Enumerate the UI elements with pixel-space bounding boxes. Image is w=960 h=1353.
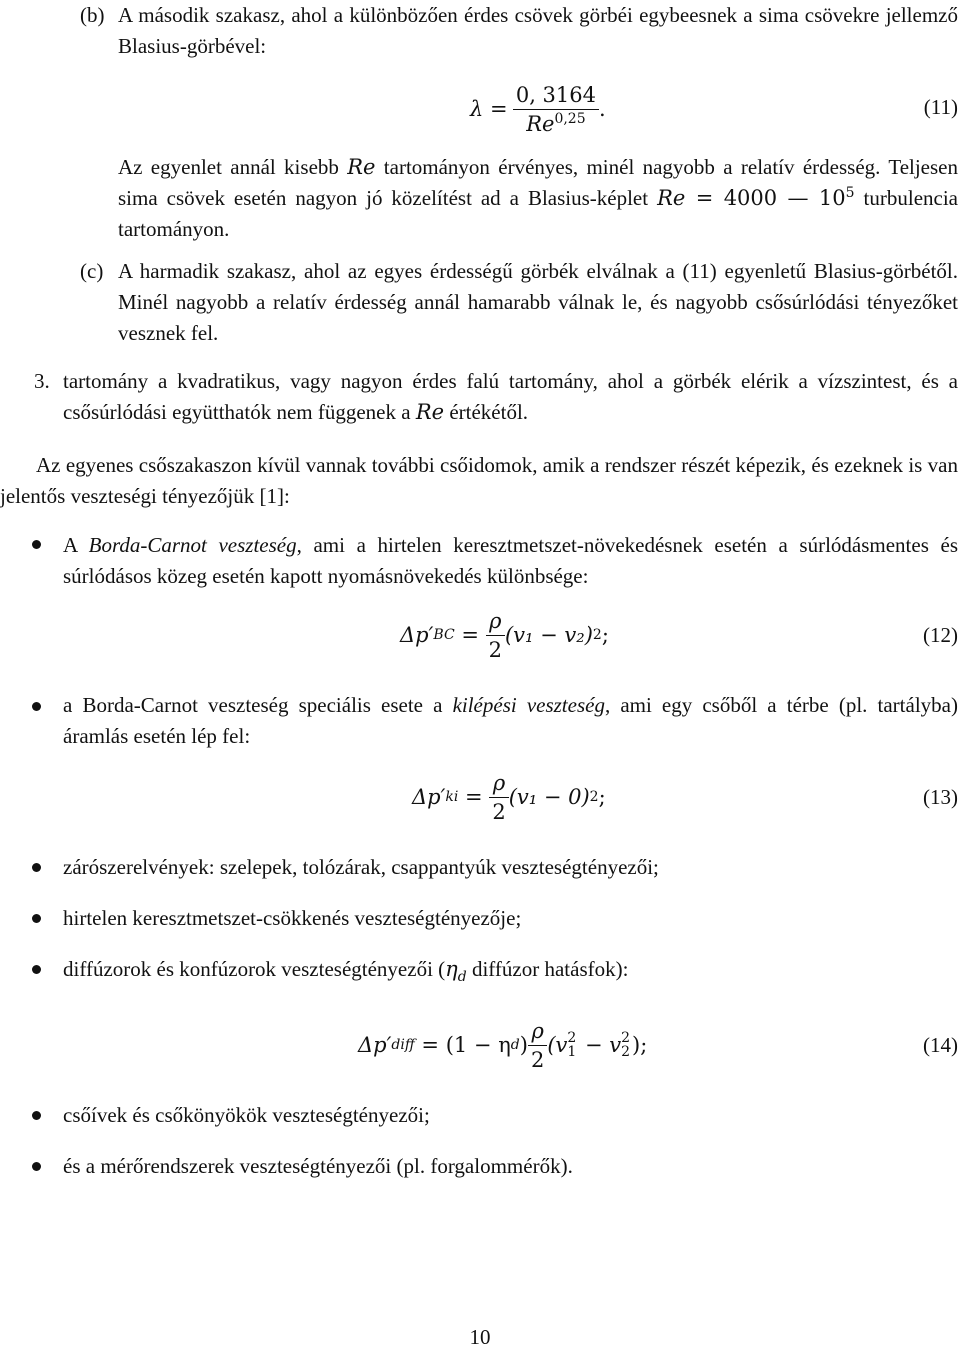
item-b-text: A második szakasz, ahol a különbözően érdes csövek görbéi egybeesnek a sima csövekre jellemző Blasius-görbével: bbox=[118, 3, 958, 58]
intro-paragraph: Az egyenes csőszakaszon kívül vannak további csőidomok, amik a rendszer részét képezik, és ezeknek is van jelentős veszteségi tényezőjük [1]: bbox=[0, 453, 958, 508]
bullet-icon bbox=[32, 863, 41, 872]
item-c-label: (c) bbox=[80, 259, 104, 283]
bullet-bends: csőívek és csőkönyökök veszteségtényezői; bbox=[63, 1103, 430, 1127]
equation-14: Δp′ diff = (1 − η d ) $\frac{\rho}{2}$ (v 2 1 − v 2 2 ); bbox=[358, 1018, 648, 1072]
paragraph-blasius-validity: Az egyenlet annál kisebb Re tartományon érvényes, minél nagyobb a relatív érdesség. Teljesen sima csövek esetén nagyon jó közelítést ad a Blasius-képlet Re = 4000 — $10^5$ turbulencia tartományon. bbox=[118, 155, 958, 241]
item-3-label: 3. bbox=[34, 369, 50, 393]
equation-number-13: (13) bbox=[923, 785, 958, 809]
bullet-icon bbox=[32, 965, 41, 974]
bullet-diffusers: diffúzorok és konfúzorok veszteségtényezői ($\eta_d$ diffúzor hatásfok): bbox=[63, 957, 629, 986]
equation-12: Δp′ BC = $\frac{\rho}{2}$ (v₁ − v₂) 2 ; bbox=[400, 608, 609, 662]
bullet-icon bbox=[32, 1111, 41, 1120]
equation-13: Δp′ ki = $\frac{\rho}{2}$ (v₁ − 0) 2 ; bbox=[412, 770, 606, 824]
bullet-icon bbox=[32, 1162, 41, 1171]
bullet-meters: és a mérőrendszerek veszteségtényezői (pl. forgalommérők). bbox=[63, 1154, 573, 1178]
bullet-valves: zárószerelvények: szelepek, tolózárak, csappantyúk veszteségtényezői; bbox=[63, 855, 659, 879]
item-c-text: A harmadik szakasz, ahol az egyes érdességű görbék elválnak a (11) egyenletű Blasius-görbétől. Minél nagyobb a relatív érdesség annál hamarabb válnak le, és nagyobb csősúrlódási tényezőket vesznek fel. bbox=[118, 259, 958, 345]
bullet-contraction: hirtelen keresztmetszet-csökkenés veszteségtényezője; bbox=[63, 906, 522, 930]
bullet-icon bbox=[32, 702, 41, 711]
bullet-borda-carnot: A Borda-Carnot veszteség, ami a hirtelen keresztmetszet-növekedésnek esetén a súrlódásmentes és súrlódásos közeg esetén kapott nyomásnövekedés különbsége: bbox=[63, 533, 958, 588]
equation-number-14: (14) bbox=[923, 1033, 958, 1057]
page-number: 10 bbox=[469, 1325, 491, 1349]
item-b-label: (b) bbox=[80, 3, 105, 27]
equation-number-12: (12) bbox=[923, 623, 958, 647]
equation-number-11: (11) bbox=[923, 95, 958, 119]
bullet-icon bbox=[32, 914, 41, 923]
item-3-text: tartomány a kvadratikus, vagy nagyon érdes falú tartomány, ahol a görbék elérik a vízszintest, és a csősúrlódási együtthatók nem függenek a Re értékétől. bbox=[63, 369, 958, 424]
equation-11: λ = $\frac{0, 3164}{Re^{0,25}}$ . bbox=[470, 82, 606, 136]
bullet-icon bbox=[32, 540, 41, 549]
bullet-exit-loss: a Borda-Carnot veszteség speciális esete a kilépési veszteség, ami egy csőből a térbe (pl. tartályba) áramlás esetén lép fel: bbox=[63, 693, 958, 748]
